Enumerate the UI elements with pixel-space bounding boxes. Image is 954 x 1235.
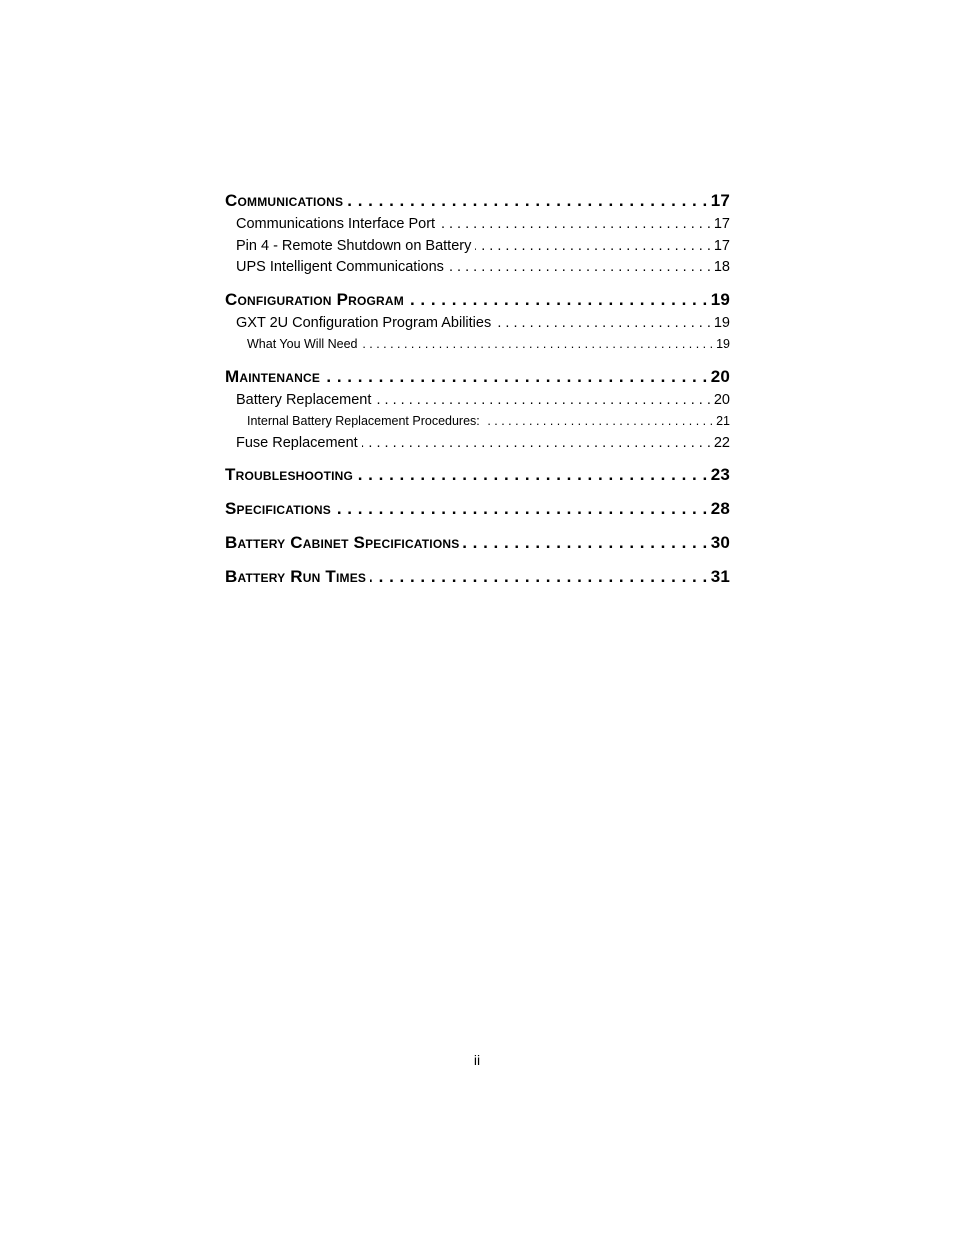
toc-entry-title: Pin 4 - Remote Shutdown on Battery [236,236,475,258]
toc-entry-title: Configuration Program [225,287,408,313]
toc-entry-title: Fuse Replacement [236,433,362,455]
toc-entry-configuration-program-abilities[interactable] [225,313,730,335]
toc-entry-page: 17 [713,237,730,254]
toc-dot-leader [335,496,708,522]
toc-dot-leader [324,364,708,390]
toc-entry-internal-battery-replacement[interactable] [225,411,730,433]
toc-entry-configuration-program[interactable] [225,287,730,313]
toc-entry-title: UPS Intelligent Communications [236,257,448,279]
toc-entry-page: 18 [713,259,730,275]
toc-entry-page: 17 [710,191,730,210]
toc-entry-title: What You Will Need [247,334,361,356]
toc-entry-battery-run-times[interactable] [225,564,730,590]
toc-entry-title: Communications [225,188,347,214]
toc-entry-page: 20 [710,366,730,386]
toc-entry-page: 31 [710,567,730,586]
toc-entry-title: Maintenance [225,364,324,390]
toc-dot-leader [484,411,713,433]
toc-entry-pin4-remote-shutdown[interactable] [225,236,730,258]
toc-entry-title: Communications Interface Port [236,214,439,236]
toc-entry-fuse-replacement[interactable] [225,433,730,455]
toc-dot-leader [448,257,711,279]
toc-dot-leader [375,390,710,412]
toc-entry-page: 30 [710,533,730,552]
toc-entry-page: 17 [713,216,730,232]
toc-entry-page: 22 [713,434,730,451]
toc-entry-specifications[interactable] [225,496,730,522]
toc-entry-communications-interface-port[interactable] [225,214,730,236]
toc-entry-battery-replacement[interactable] [225,390,730,412]
toc-entry-page: 19 [710,289,730,309]
toc-dot-leader [408,287,708,313]
toc-dot-leader [362,433,711,455]
table-of-contents [225,188,730,590]
toc-dot-leader [439,214,711,236]
toc-entry-title: Specifications [225,496,335,522]
toc-entry-page: 28 [710,499,730,518]
toc-entry-title: Battery Cabinet Specifications [225,530,463,556]
toc-entry-page: 23 [710,465,730,484]
toc-entry-ups-intelligent-communications[interactable] [225,257,730,279]
toc-entry-page: 19 [713,314,730,331]
toc-entry-page: 19 [716,337,730,351]
toc-dot-leader [475,236,711,258]
toc-entry-troubleshooting[interactable] [225,462,730,488]
toc-entry-communications[interactable] [225,188,730,214]
toc-entry-battery-cabinet-specifications[interactable] [225,530,730,556]
toc-entry-page: 20 [713,391,730,408]
toc-entry-maintenance[interactable] [225,364,730,390]
toc-entry-title: Battery Replacement [236,390,375,412]
toc-entry-title: GXT 2U Configuration Program Abilities [236,313,495,335]
toc-entry-title: Battery Run Times [225,564,370,590]
toc-entry-title: Troubleshooting [225,462,357,488]
toc-dot-leader [495,313,711,335]
toc-dot-leader [361,334,713,356]
toc-dot-leader [357,462,708,488]
toc-dot-leader [347,188,708,214]
toc-dot-leader [463,530,707,556]
toc-entry-page: 21 [716,414,730,428]
toc-entry-what-you-will-need[interactable] [225,334,730,356]
toc-entry-title: Internal Battery Replacement Procedures: [247,411,484,433]
toc-dot-leader [370,564,708,590]
page-number: ii [473,1052,481,1068]
